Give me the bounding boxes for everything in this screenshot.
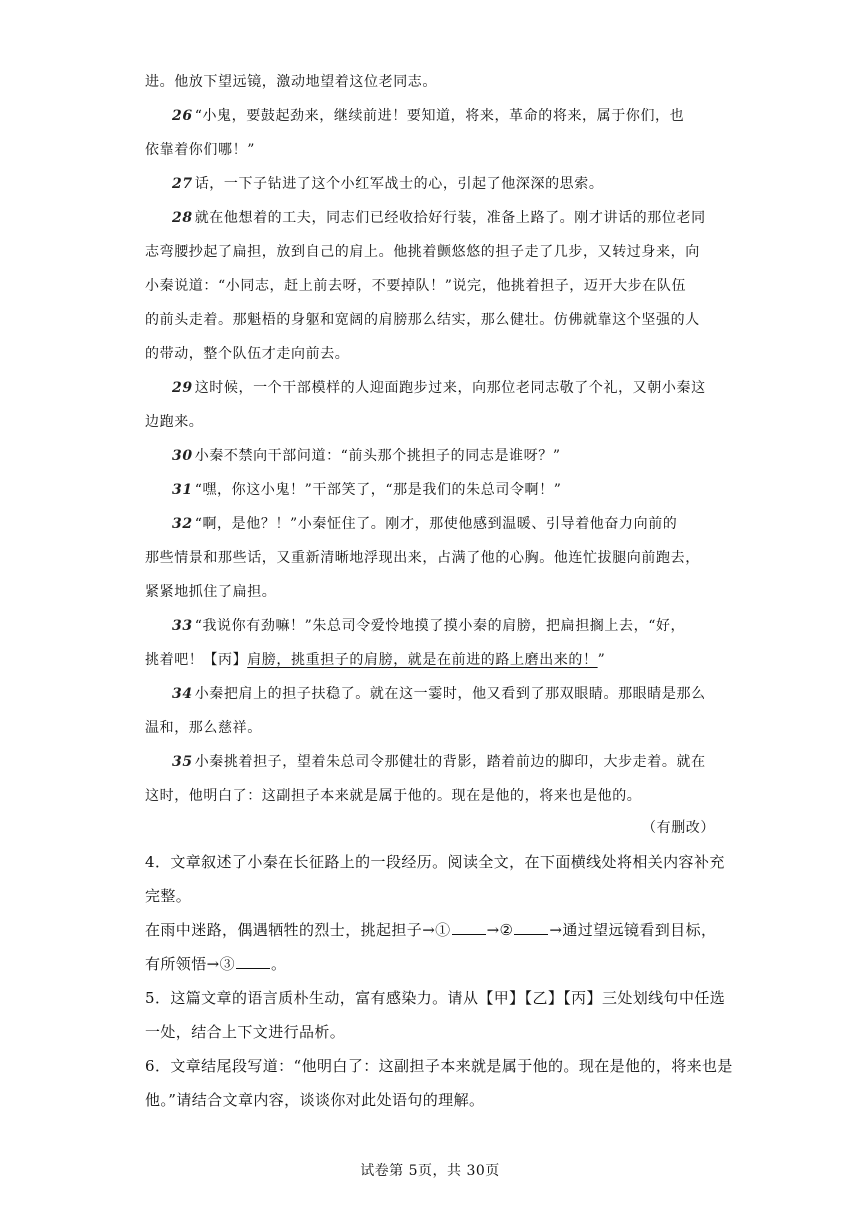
text: “啊，是他？！”小秦怔住了。刚才，那使他感到温暖、引导着他奋力向前的 bbox=[194, 516, 678, 532]
question-4-line-1 bbox=[145, 852, 725, 872]
paragraph-number: 32 bbox=[172, 516, 193, 532]
paragraph-number: 31 bbox=[172, 482, 193, 498]
paragraph-number: 33 bbox=[172, 618, 193, 634]
text: 。 bbox=[270, 955, 287, 973]
text: 这时候，一个干部模样的人迎面跑步过来，向那位老同志敬了个礼，又朝小秦这 bbox=[194, 380, 706, 396]
text: 小秦挑着担子，望着朱总司令那健壮的背影，踏着前边的脚印，大步走着。就在 bbox=[194, 754, 706, 770]
paragraph-26-line-2 bbox=[145, 140, 715, 160]
paragraph-32-line-1 bbox=[172, 514, 717, 534]
question-5-line-1 bbox=[145, 988, 726, 1008]
paragraph-29-line-2 bbox=[145, 412, 715, 432]
paragraph-number: 30 bbox=[172, 448, 193, 464]
text: 进。他放下望远镜，激动地望着这位老同志。 bbox=[145, 74, 437, 90]
text: →② bbox=[486, 921, 514, 939]
paragraph-34-line-1 bbox=[172, 684, 717, 704]
text: 依靠着你们哪！” bbox=[145, 142, 255, 158]
paragraph-30 bbox=[172, 446, 717, 466]
text: 小秦不禁向干部问道：“前头那个挑担子的同志是谁呀？” bbox=[194, 448, 561, 464]
text: ” bbox=[597, 652, 606, 668]
paragraph-34-line-2 bbox=[145, 718, 715, 738]
text: 完整。 bbox=[145, 887, 192, 905]
paragraph-28-line-2 bbox=[145, 242, 715, 262]
paragraph-26-line-1 bbox=[172, 106, 717, 126]
paragraph-28-line-3 bbox=[145, 276, 715, 296]
paragraph-28-line-5 bbox=[145, 344, 715, 364]
paragraph-35-line-1 bbox=[172, 752, 717, 772]
text: 紧紧地抓住了扁担。 bbox=[145, 584, 277, 600]
paragraph-25-tail bbox=[145, 72, 715, 92]
paragraph-number: 34 bbox=[172, 686, 193, 702]
text: 4．文章叙述了小秦在长征路上的一段经历。阅读全文，在下面横线处将相关内容补充 bbox=[145, 853, 725, 871]
text: 温和，那么慈祥。 bbox=[145, 720, 262, 736]
text: 挑着吧！【丙】 bbox=[145, 652, 248, 668]
question-6-line-2 bbox=[145, 1090, 715, 1110]
paragraph-33-line-1 bbox=[172, 616, 717, 636]
text: “我说你有劲嘛！”朱总司令爱怜地摸了摸小秦的肩膀，把扁担搁上去，“好， bbox=[194, 618, 686, 634]
text: 就在他想着的工夫，同志们已经收拾好行装，准备上路了。刚才讲话的那位老同 bbox=[194, 210, 706, 226]
paragraph-number: 35 bbox=[172, 754, 193, 770]
text: 志弯腰抄起了扁担，放到自己的肩上。他挑着颤悠悠的担子走了几步，又转过身来，向 bbox=[145, 244, 700, 260]
question-4-line-2 bbox=[145, 886, 715, 906]
text: （有删改） bbox=[642, 820, 715, 836]
question-5-line-2 bbox=[145, 1022, 715, 1042]
text: 的前头走着。那魁梧的身躯和宽阔的肩膀那么结实，那么健壮。仿佛就靠这个坚强的人 bbox=[145, 312, 700, 328]
text: 他。”请结合文章内容，谈谈你对此处语句的理解。 bbox=[145, 1091, 485, 1109]
paragraph-31 bbox=[172, 480, 717, 500]
paragraph-28-line-4 bbox=[145, 310, 715, 330]
text: 有所领悟→③ bbox=[145, 955, 235, 973]
underlined-sentence-bing: 肩膀，挑重担子的肩膀，就是在前进的路上磨出来的！ bbox=[247, 652, 598, 668]
paragraph-number: 29 bbox=[172, 380, 193, 396]
text: “小鬼，要鼓起劲来，继续前进！要知道，将来，革命的将来，属于你们，也 bbox=[194, 108, 685, 124]
question-6-line-1 bbox=[145, 1056, 733, 1076]
paragraph-29-line-1 bbox=[172, 378, 717, 398]
question-4-line-3 bbox=[145, 920, 715, 940]
text: 在雨中迷路，偶遇牺牲的烈士，挑起担子→① bbox=[145, 921, 451, 939]
text: 6．文章结尾段写道：“他明白了：这副担子本来就是属于他的。现在是他的，将来也是 bbox=[145, 1057, 733, 1075]
text: 那些情景和那些话，又重新清晰地浮现出来，占满了他的心胸。他连忙拔腿向前跑去， bbox=[145, 550, 700, 566]
source-note bbox=[145, 818, 715, 838]
answer-blank-2[interactable] bbox=[514, 920, 548, 935]
text: 边跑来。 bbox=[145, 414, 204, 430]
page-footer: 试卷第 5页，共 30页 bbox=[360, 1163, 500, 1179]
paragraph-number: 26 bbox=[172, 108, 193, 124]
question-4-line-4 bbox=[145, 954, 715, 974]
answer-blank-3[interactable] bbox=[236, 954, 270, 969]
text: “嘿，你这小鬼！”干部笑了，“那是我们的朱总司令啊！” bbox=[194, 482, 562, 498]
paragraph-number: 27 bbox=[172, 176, 193, 192]
text: 的带动，整个队伍才走向前去。 bbox=[145, 346, 350, 362]
text: 5．这篇文章的语言质朴生动，富有感染力。请从【甲】【乙】【丙】三处划线句中任选 bbox=[145, 989, 726, 1007]
text: 一处，结合上下文进行品析。 bbox=[145, 1023, 346, 1041]
text: 小秦说道：“小同志，赶上前去呀，不要掉队！”说完，他挑着担子，迈开大步在队伍 bbox=[145, 278, 687, 294]
text: 这时，他明白了：这副担子本来就是属于他的。现在是他的，将来也是他的。 bbox=[145, 788, 642, 804]
paragraph-28-line-1 bbox=[172, 208, 717, 228]
text: →通过望远镜看到目标， bbox=[549, 921, 717, 939]
paragraph-number: 28 bbox=[172, 210, 193, 226]
text: 话，一下子钻进了这个小红军战士的心，引起了他深深的思索。 bbox=[194, 176, 604, 192]
paragraph-35-line-2 bbox=[145, 786, 715, 806]
paragraph-33-line-2 bbox=[145, 650, 715, 670]
text: 小秦把肩上的担子扶稳了。就在这一霎时，他又看到了那双眼睛。那眼睛是那么 bbox=[194, 686, 706, 702]
answer-blank-1[interactable] bbox=[452, 920, 486, 935]
paragraph-27 bbox=[172, 174, 717, 194]
paragraph-32-line-2 bbox=[145, 548, 715, 568]
paragraph-32-line-3 bbox=[145, 582, 715, 602]
